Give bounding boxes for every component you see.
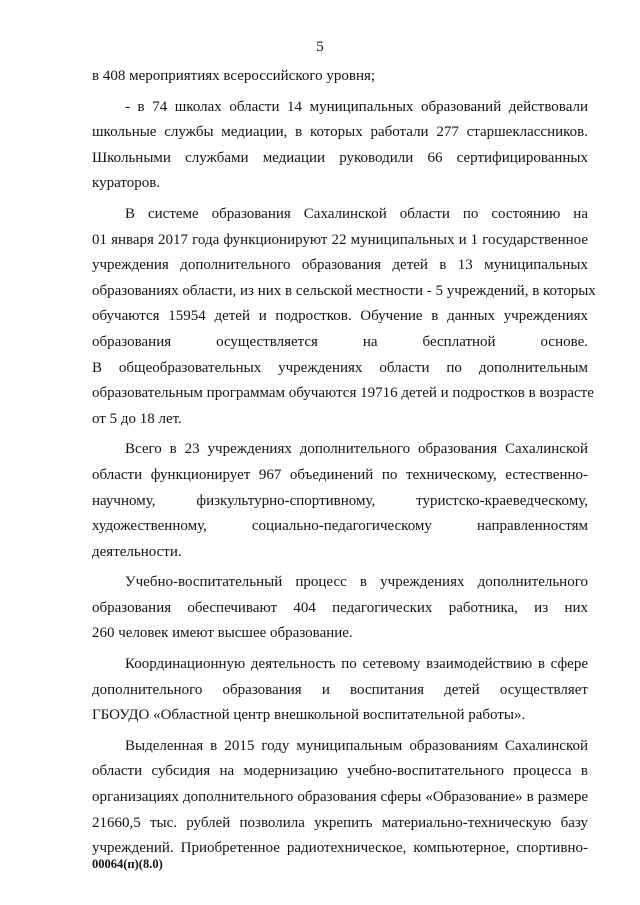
paragraph-line: образования осуществляется на бесплатной основе. bbox=[92, 333, 588, 350]
paragraph-line: - в 74 школах области 14 муниципальных образований действовали bbox=[125, 98, 588, 115]
paragraph-line: области субсидия на модернизацию учебно-воспитательного процесса в bbox=[92, 763, 588, 780]
paragraph-line: Всего в 23 учреждениях дополнительного образования Сахалинской bbox=[125, 441, 588, 458]
paragraph-line: Школьными службами медиации руководили 66 сертифицированных bbox=[92, 149, 588, 166]
paragraph-line: организациях дополнительного образования сферы «Образование» в размере bbox=[92, 789, 588, 806]
paragraph-line: дополнительного образования и воспитания детей осуществляет bbox=[92, 681, 588, 698]
document-code: 00064(п)(8.0) bbox=[92, 857, 163, 871]
paragraph-line: кураторов. bbox=[92, 175, 161, 192]
document-body bbox=[92, 64, 596, 862]
paragraph-line: Координационную деятельность по сетевому взаимодействию в сфере bbox=[125, 656, 588, 673]
paragraph-line: научному, физкультурно-спортивному, туристско-краеведческому, bbox=[92, 492, 588, 509]
paragraph-line: 260 человек имеют высшее образование. bbox=[92, 625, 353, 642]
paragraph-line: образованиях области, из них в сельской местности - 5 учреждений, в которых bbox=[92, 282, 596, 299]
paragraph-line: образовательным программам обучаются 19716 детей и подростков в возрасте bbox=[92, 385, 594, 402]
paragraph-line: Выделенная в 2015 году муниципальным образованиям Сахалинской bbox=[125, 737, 588, 754]
paragraph-line: учреждений. Приобретенное радиотехническое, компьютерное, спортивно- bbox=[92, 840, 588, 857]
paragraph-line: ГБОУДО «Областной центр внешкольной воспитательной работы». bbox=[92, 707, 526, 724]
paragraph-line: В системе образования Сахалинской области по состоянию на bbox=[125, 205, 588, 222]
paragraph-line: художественному, социально-педагогическому направленностям bbox=[92, 518, 588, 535]
paragraph-line: В общеобразовательных учреждениях области по дополнительным bbox=[92, 359, 588, 376]
paragraph-line: образования обеспечивают 404 педагогических работника, из них bbox=[92, 599, 588, 616]
paragraph-line: в 408 мероприятиях всероссийского уровня; bbox=[92, 68, 376, 84]
paragraph-line: 21660,5 тыс. рублей позволила укрепить материально-техническую базу bbox=[92, 814, 588, 831]
paragraph-line: учреждения дополнительного образования детей в 13 муниципальных bbox=[92, 257, 588, 274]
paragraph-line: 01 января 2017 года функционируют 22 муниципальных и 1 государственное bbox=[92, 231, 588, 248]
paragraph-line: обучаются 15954 детей и подростков. Обучение в данных учреждениях bbox=[92, 308, 588, 325]
paragraph-line: деятельности. bbox=[92, 543, 182, 560]
paragraph-line: от 5 до 18 лет. bbox=[92, 410, 182, 427]
page-number: 5 bbox=[316, 39, 324, 55]
paragraph-line: области функционирует 967 объединений по техническому, естественно- bbox=[92, 466, 588, 483]
paragraph-line: Учебно-воспитательный процесс в учреждениях дополнительного bbox=[125, 574, 588, 591]
paragraph-line: школьные службы медиации, в которых работали 277 старшеклассников. bbox=[92, 124, 588, 141]
